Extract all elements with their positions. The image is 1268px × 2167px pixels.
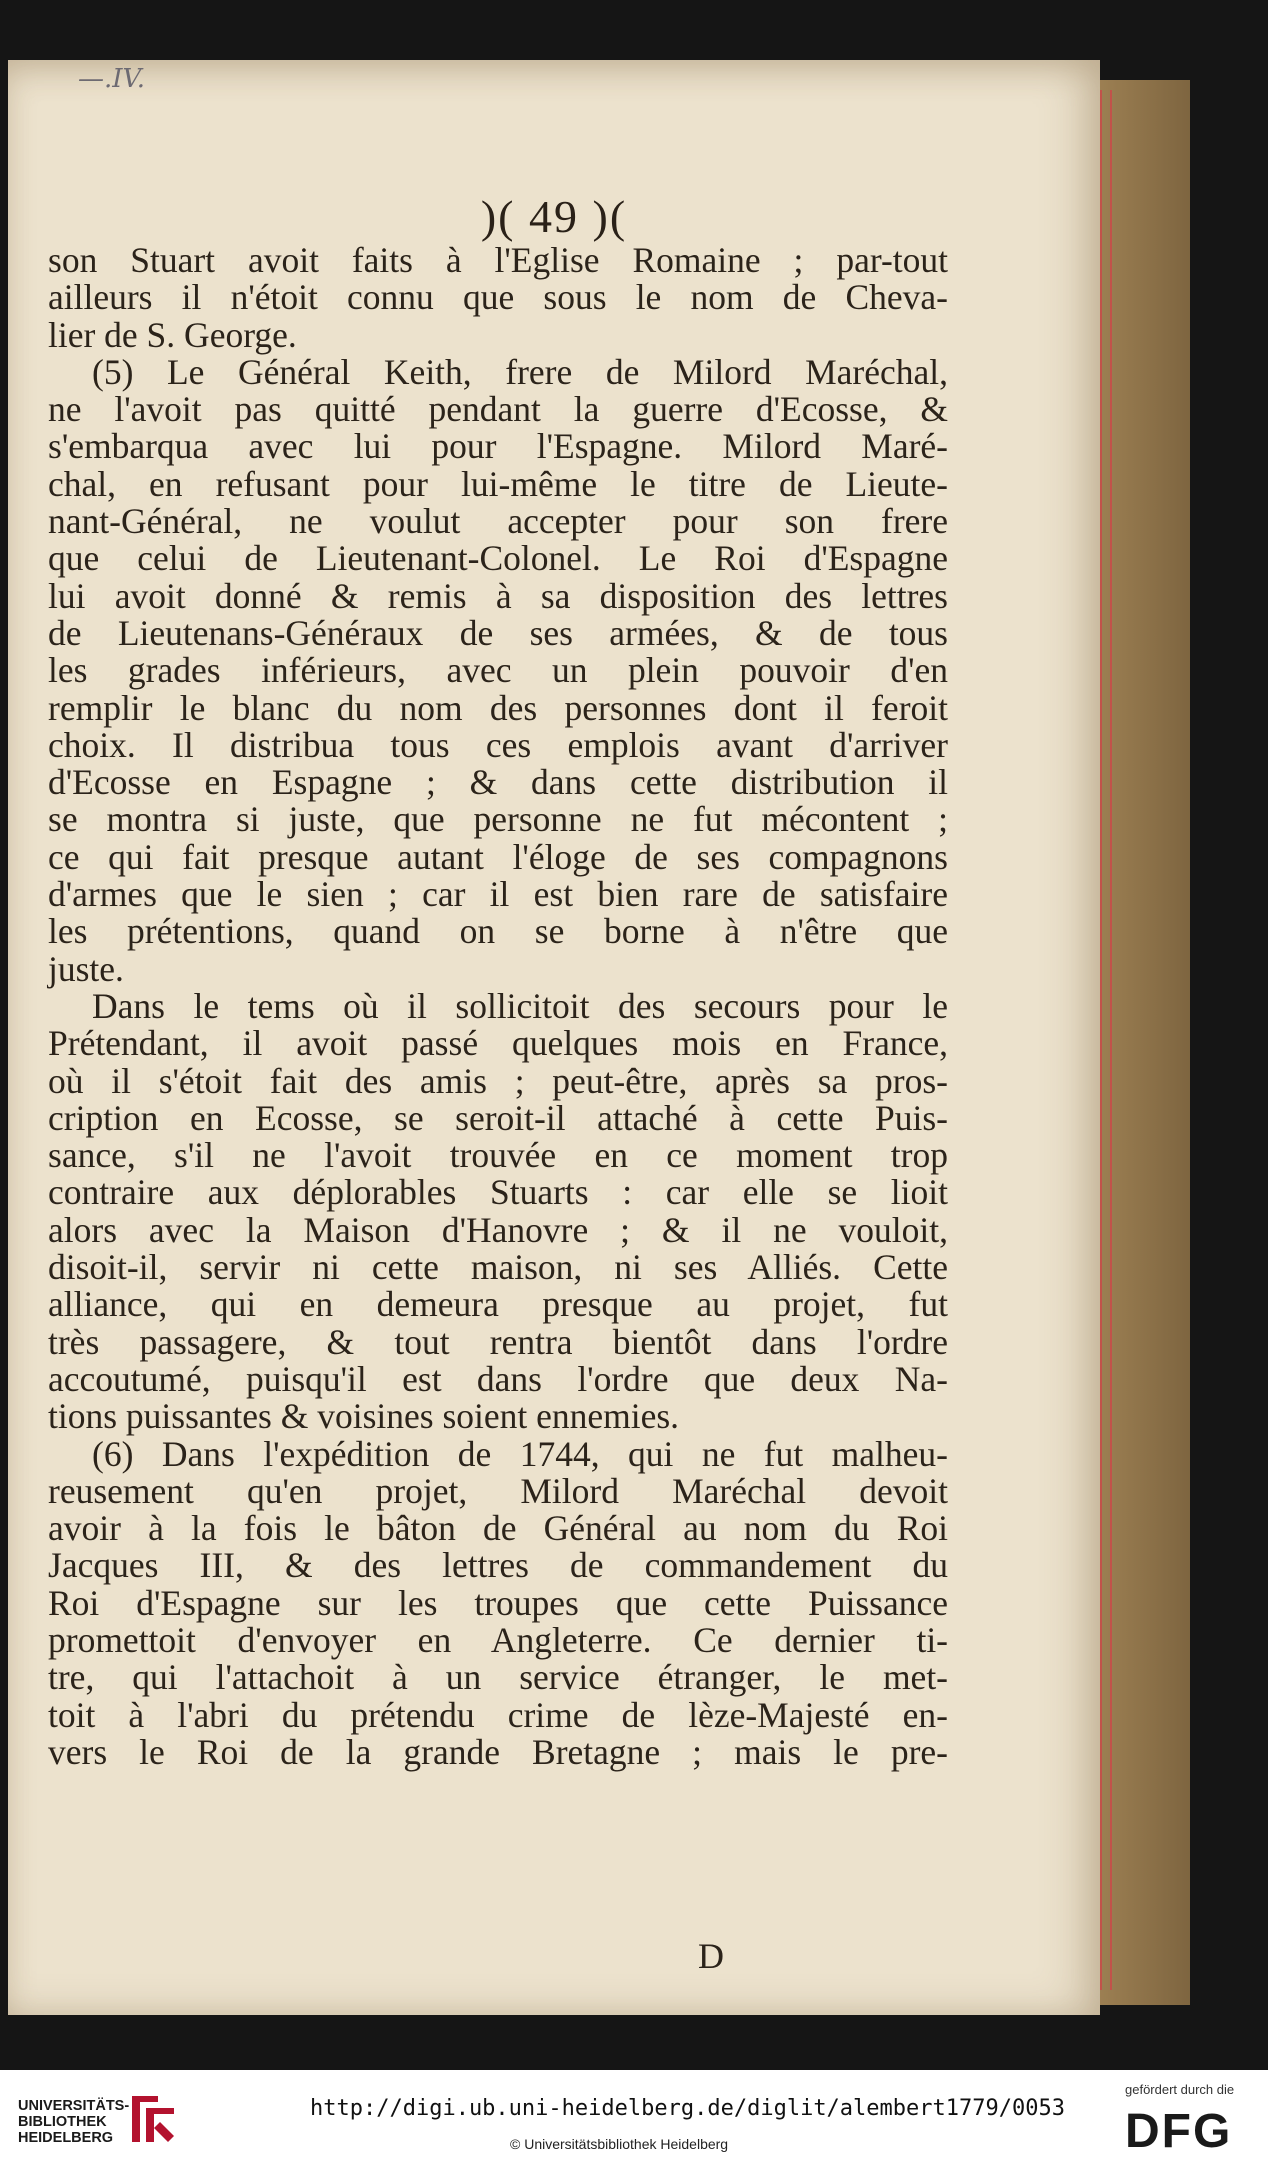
- text-line: promettoit d'envoyer en Angleterre. Ce dernier ti-: [48, 1619, 948, 1660]
- text-line: ne l'avoit pas quitté pendant la guerre d'Ecosse, &: [48, 389, 948, 430]
- text-line: alliance, qui en demeura presque au projet, fut: [48, 1284, 948, 1325]
- text-line: où il s'étoit fait des amis ; peut-être, après sa pros-: [48, 1060, 948, 1101]
- text-line: toit à l'abri du prétendu crime de lèze-Majesté en-: [48, 1694, 948, 1735]
- text-line: s'embarqua avec lui pour l'Espagne. Milord Maré-: [48, 426, 948, 467]
- library-line-1: UNIVERSITÄTS-: [18, 2098, 130, 2114]
- signature-mark: D: [698, 1936, 724, 1976]
- body-text: [48, 242, 948, 1771]
- dfg-logo: DFG: [1125, 2105, 1233, 2158]
- text-line: vers le Roi de la grande Bretagne ; mais le pre-: [48, 1731, 948, 1772]
- book-page: [8, 60, 1100, 2015]
- text-line: sance, s'il ne l'avoit trouvée en ce moment trop: [48, 1135, 948, 1176]
- text-line: de Lieutenans-Généraux de ses armées, & de tous: [48, 612, 948, 653]
- page-number-head: )( 49 )(: [480, 191, 628, 242]
- text-line: Roi d'Espagne sur les troupes que cette Puissance: [48, 1582, 948, 1623]
- text-line: tions puissantes & voisines soient ennemies.: [48, 1396, 680, 1437]
- text-line: (5) Le Général Keith, frere de Milord Maréchal,: [92, 351, 948, 392]
- text-line: se montra si juste, que personne ne fut mécontent ;: [48, 799, 948, 840]
- copyright-text: © Universitätsbibliothek Heidelberg: [510, 2136, 729, 2152]
- permalink-link[interactable]: http://digi.ub.uni-heidelberg.de/diglit/alembert1779/0053: [310, 2096, 1065, 2121]
- text-line: reusement qu'en projet, Milord Maréchal devoit: [48, 1470, 948, 1511]
- text-line: d'armes que le sien ; car il est bien rare de satisfaire: [48, 874, 948, 915]
- text-line: ailleurs il n'étoit connu que sous le nom de Cheva-: [48, 277, 948, 318]
- library-line-2: BIBLIOTHEK: [18, 2114, 107, 2130]
- text-line: juste.: [48, 948, 124, 989]
- text-line: (6) Dans l'expédition de 1744, qui ne fut malheu-: [92, 1433, 948, 1474]
- text-line: les grades inférieurs, avec un plein pouvoir d'en: [48, 650, 948, 691]
- shelfmark: —.IV.: [78, 64, 146, 94]
- text-line: les prétentions, quand on se borne à n'être que: [48, 911, 948, 952]
- text-line: Prétendant, il avoit passé quelques mois en France,: [48, 1023, 948, 1064]
- text-line: que celui de Lieutenant-Colonel. Le Roi d'Espagne: [48, 538, 948, 579]
- text-line: très passagere, & tout rentra bientôt dans l'ordre: [48, 1321, 948, 1362]
- text-line: ce qui fait presque autant l'éloge de ses compagnons: [48, 836, 948, 877]
- text-line: Dans le tems où il sollicitoit des secours pour le: [92, 985, 948, 1026]
- library-logo-text: [18, 2098, 129, 2146]
- text-line: nant-Général, ne voulut accepter pour son frere: [48, 501, 948, 542]
- text-line: cription en Ecosse, se seroit-il attaché à cette Puis-: [48, 1097, 948, 1138]
- text-line: tre, qui l'attachoit à un service étranger, le met-: [48, 1657, 948, 1698]
- text-line: lier de S. George.: [48, 314, 297, 355]
- library-line-3: HEIDELBERG: [18, 2130, 114, 2146]
- text-line: chal, en refusant pour lui-même le titre de Lieute-: [48, 463, 948, 504]
- funded-by-text: gefördert durch die: [1125, 2082, 1235, 2097]
- text-line: alors avec la Maison d'Hanovre ; & il ne vouloit,: [48, 1209, 948, 1250]
- text-line: lui avoit donné & remis à sa disposition des lettres: [48, 575, 948, 616]
- text-line: avoir à la fois le bâton de Général au nom du Roi: [48, 1508, 948, 1549]
- library-logo-icon: [128, 2092, 178, 2146]
- text-line: contraire aux déplorables Stuarts : car elle se lioit: [48, 1172, 948, 1213]
- text-line: son Stuart avoit faits à l'Eglise Romaine ; par-tout: [48, 240, 948, 280]
- text-line: d'Ecosse en Espagne ; & dans cette distribution il: [48, 762, 948, 803]
- footer-bar: [0, 2070, 1268, 2167]
- text-line: disoit-il, servir ni cette maison, ni ses Alliés. Cette: [48, 1247, 948, 1288]
- text-line: choix. Il distribua tous ces emplois avant d'arriver: [48, 724, 948, 765]
- text-line: Jacques III, & des lettres de commandement du: [48, 1545, 948, 1586]
- page-edge-red-lines: [1100, 90, 1112, 1990]
- text-line: remplir le blanc du nom des personnes dont il feroit: [48, 687, 948, 728]
- text-line: accoutumé, puisqu'il est dans l'ordre que deux Na-: [48, 1358, 948, 1399]
